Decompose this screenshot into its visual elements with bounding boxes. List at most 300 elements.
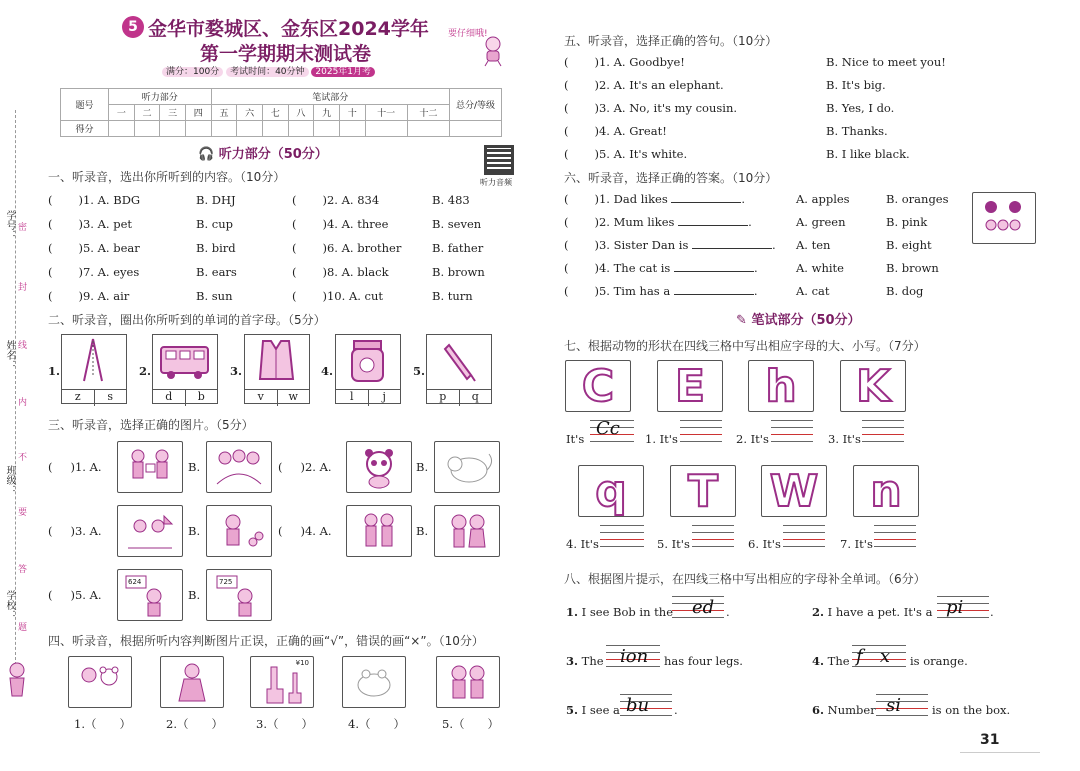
score-cell[interactable] bbox=[365, 121, 407, 137]
four-line-grid[interactable] bbox=[874, 525, 916, 547]
four-line-grid[interactable] bbox=[692, 525, 734, 547]
animal-letter: E bbox=[674, 360, 706, 412]
option-b[interactable]: B. pink bbox=[886, 215, 928, 229]
answer-paren[interactable]: ( bbox=[564, 124, 569, 138]
list-item bbox=[564, 284, 758, 298]
panda-icon bbox=[349, 444, 409, 490]
col-num: 十 bbox=[339, 105, 365, 121]
item-number: )4. A. bbox=[300, 524, 332, 538]
item-number: )3. bbox=[594, 101, 610, 115]
answer-paren[interactable]: ( bbox=[292, 265, 297, 279]
list-item bbox=[292, 193, 379, 207]
exam-header bbox=[120, 14, 520, 80]
exam-number-badge: 5 bbox=[122, 16, 144, 38]
animal-letter: q bbox=[595, 465, 627, 517]
list-item bbox=[278, 524, 332, 538]
list-item bbox=[292, 241, 401, 255]
total-label: 总分/等级 bbox=[450, 89, 502, 121]
sentence-rest: is orange. bbox=[910, 654, 968, 668]
sentence-rest: is on the box. bbox=[932, 703, 1011, 717]
exam-title-line1: 金华市婺城区、金东区2024学年 bbox=[148, 18, 429, 40]
picture-card bbox=[426, 334, 492, 404]
answer-label: 6. It's bbox=[748, 537, 781, 551]
family-picture bbox=[972, 192, 1036, 244]
sentence-end: . bbox=[753, 284, 758, 298]
family-icon bbox=[975, 195, 1033, 241]
option-b-label: B. bbox=[188, 524, 201, 538]
animal-letter-card bbox=[853, 465, 919, 517]
exam-meta bbox=[162, 64, 375, 77]
item-number: )2. A. bbox=[300, 460, 332, 474]
frog-icon bbox=[345, 659, 403, 705]
answer-paren[interactable]: ( bbox=[48, 193, 53, 207]
four-line-grid[interactable] bbox=[783, 525, 825, 547]
answer-paren[interactable]: ( bbox=[564, 192, 569, 206]
score-cell[interactable] bbox=[109, 121, 135, 137]
sec6-list bbox=[564, 192, 964, 307]
sentence-start: I see Bob in the bbox=[581, 605, 674, 619]
fill-word-item bbox=[812, 654, 850, 668]
col-num: 四 bbox=[185, 105, 211, 121]
sec6-title: 六、听录音，选择正确的答案。（10分） bbox=[564, 171, 778, 185]
letter-option[interactable]: z bbox=[62, 390, 95, 406]
fill-word-item bbox=[566, 654, 604, 668]
sec4-items bbox=[60, 656, 510, 736]
cut-word: 封 bbox=[18, 283, 28, 293]
fill-word-item bbox=[566, 605, 673, 619]
answer-paren[interactable]: ( bbox=[564, 284, 569, 298]
option-b[interactable]: B. It's big. bbox=[826, 78, 886, 92]
answer-label: 2. It's bbox=[736, 432, 769, 446]
headphones-icon: 🎧 bbox=[198, 147, 215, 162]
item-number: )1. A. bbox=[70, 460, 102, 474]
list-item bbox=[564, 55, 685, 69]
option-a[interactable]: A. green bbox=[796, 215, 846, 229]
option-a[interactable]: A. cat bbox=[796, 284, 830, 298]
fill-word-item bbox=[812, 605, 932, 619]
col-num: 七 bbox=[262, 105, 288, 121]
picture-card bbox=[152, 334, 218, 404]
picture-option-a[interactable] bbox=[346, 505, 412, 557]
meta-date: 2025年1月考 bbox=[311, 67, 375, 77]
cut-word: 内 bbox=[18, 398, 28, 408]
sign-number: 725 bbox=[219, 578, 233, 586]
answer-label: 5. It's bbox=[657, 537, 690, 551]
four-line-grid[interactable] bbox=[680, 420, 722, 442]
sec8-title: 八、根据图片提示，在四线三格中写出相应的字母补全单词。（6分） bbox=[564, 572, 926, 586]
qr-code-icon[interactable] bbox=[484, 145, 514, 175]
animal-letter-card bbox=[748, 360, 814, 412]
word-fragment: ion bbox=[620, 646, 649, 667]
answer-paren[interactable]: ( bbox=[564, 261, 569, 275]
item-number: )1. bbox=[594, 55, 610, 69]
animal-letter: C bbox=[581, 360, 615, 412]
item-number: )4. bbox=[594, 261, 610, 275]
item-number: )2. bbox=[322, 193, 338, 207]
qr-caption: 听力音频 bbox=[480, 178, 512, 187]
meta-score: 满分：100分 bbox=[162, 67, 223, 77]
col-num: 六 bbox=[237, 105, 263, 121]
option-a[interactable]: A. white bbox=[796, 261, 844, 275]
list-item bbox=[564, 261, 758, 275]
word-fragment: bu bbox=[626, 695, 650, 716]
letter-option[interactable]: q bbox=[471, 390, 479, 403]
option-a[interactable]: A. air bbox=[97, 289, 130, 303]
option-b[interactable]: B. brown bbox=[432, 265, 485, 279]
option-b-label: B. bbox=[416, 524, 429, 538]
school-label: 学校： bbox=[4, 590, 15, 620]
answer-paren[interactable]: ( bbox=[292, 241, 297, 255]
letter-option[interactable]: p bbox=[427, 390, 460, 406]
four-line-grid[interactable] bbox=[600, 525, 644, 547]
animal-letter-card bbox=[761, 465, 827, 517]
picture-card bbox=[250, 656, 314, 708]
letter-option[interactable]: s bbox=[107, 390, 114, 403]
picture-card bbox=[335, 334, 401, 404]
answer-paren[interactable]: ( bbox=[278, 524, 283, 538]
col-num: 一 bbox=[109, 105, 135, 121]
answer-label: 4. It's bbox=[566, 537, 599, 551]
mascot-icon bbox=[478, 34, 508, 68]
cut-word: 答 bbox=[18, 565, 28, 575]
listening-heading bbox=[198, 143, 328, 162]
option-a[interactable]: A. No, it's my cousin. bbox=[613, 101, 738, 115]
animal-letter-card bbox=[670, 465, 736, 517]
col-num: 九 bbox=[314, 105, 340, 121]
score-cell[interactable] bbox=[314, 121, 340, 137]
cat-icon bbox=[437, 444, 497, 490]
letter-option[interactable]: d bbox=[153, 390, 186, 406]
letter-option[interactable]: b bbox=[197, 390, 205, 403]
blank-field[interactable] bbox=[674, 271, 754, 272]
option-b[interactable]: B. Nice to meet you! bbox=[826, 55, 946, 69]
picture-card bbox=[244, 334, 310, 404]
option-a[interactable]: A. brother bbox=[341, 241, 402, 255]
list-item bbox=[564, 238, 776, 252]
sentence-start: Number bbox=[827, 703, 876, 717]
answer-paren[interactable]: ( bbox=[564, 215, 569, 229]
item-number: )9. bbox=[78, 289, 94, 303]
children-playing-icon bbox=[209, 444, 269, 490]
score-table-num-label: 题号 bbox=[61, 89, 109, 121]
price-tag: ¥10 bbox=[295, 659, 309, 667]
blank-field[interactable] bbox=[674, 294, 754, 295]
item-number: 1. bbox=[48, 364, 61, 378]
item-number: 3. bbox=[230, 364, 243, 378]
list-item bbox=[564, 78, 724, 92]
two-boys-icon bbox=[349, 508, 409, 554]
picture-option-b[interactable] bbox=[434, 441, 500, 493]
answer-paren[interactable]: ( bbox=[48, 241, 53, 255]
sentence: Dad likes bbox=[613, 192, 668, 206]
item-number: 3. bbox=[566, 654, 579, 668]
corner-character-icon bbox=[4, 660, 30, 700]
picture-option-a[interactable] bbox=[117, 505, 183, 557]
col-num: 八 bbox=[288, 105, 314, 121]
list-item bbox=[48, 289, 129, 303]
score-cell[interactable] bbox=[339, 121, 365, 137]
option-a[interactable]: A. bear bbox=[97, 241, 140, 255]
answer-paren[interactable]: ( bbox=[48, 588, 53, 602]
item-number: 4. bbox=[321, 364, 334, 378]
word-fragment: pi bbox=[946, 597, 964, 618]
sentence-end: . bbox=[726, 605, 730, 619]
option-b[interactable]: B. eight bbox=[886, 238, 932, 252]
student-id-label: 学号： bbox=[4, 210, 15, 240]
judge-item[interactable]: 5.（ ） bbox=[442, 717, 499, 731]
col-num: 十一 bbox=[365, 105, 407, 121]
sentence: Tim has a bbox=[613, 284, 671, 298]
score-cell[interactable] bbox=[262, 121, 288, 137]
option-a[interactable]: A. three bbox=[341, 217, 389, 231]
animal-letter: n bbox=[870, 465, 902, 517]
option-b[interactable]: B. turn bbox=[432, 289, 473, 303]
option-a[interactable]: A. cut bbox=[348, 289, 384, 303]
picture-option-a[interactable] bbox=[117, 441, 183, 493]
sentence: Mum likes bbox=[613, 215, 675, 229]
score-cell[interactable] bbox=[211, 121, 237, 137]
four-line-grid[interactable] bbox=[862, 420, 904, 442]
sentence-start: I see a bbox=[581, 703, 620, 717]
meta-time: 考试时间：40分钟 bbox=[226, 67, 308, 77]
animal-letter-card bbox=[840, 360, 906, 412]
score-cell[interactable] bbox=[288, 121, 314, 137]
blank-field[interactable] bbox=[671, 202, 741, 203]
letter-option[interactable]: j bbox=[382, 390, 386, 403]
list-item bbox=[564, 124, 667, 138]
letter-option[interactable]: w bbox=[288, 390, 298, 403]
option-b[interactable]: B. cup bbox=[196, 217, 233, 231]
picture-card bbox=[436, 656, 500, 708]
option-a[interactable]: A. Goodbye! bbox=[613, 55, 685, 69]
list-item bbox=[564, 147, 687, 161]
fill-word-item bbox=[812, 703, 876, 717]
item-number: )1. bbox=[78, 193, 94, 207]
list-item bbox=[48, 588, 102, 602]
answer-paren[interactable]: ( bbox=[48, 460, 53, 474]
listening-heading-text: 听力部分（50分） bbox=[218, 147, 328, 162]
word-fragment: f x bbox=[856, 646, 890, 667]
sentence: The cat is bbox=[613, 261, 671, 275]
sec2-title: 二、听录音，圈出你所听到的单词的首字母。（5分） bbox=[48, 313, 326, 327]
list-item bbox=[48, 265, 139, 279]
picture-option-a[interactable] bbox=[346, 441, 412, 493]
listening-cols-label: 听力部分 bbox=[109, 89, 212, 105]
sec5-title: 五、听录音，选择正确的答句。（10分） bbox=[564, 34, 778, 48]
sentence-end: . bbox=[753, 261, 758, 275]
option-a[interactable]: A. It's white. bbox=[613, 147, 688, 161]
option-b[interactable]: B. bird bbox=[196, 241, 236, 255]
four-line-grid[interactable] bbox=[876, 694, 928, 716]
mascot-note: 要仔细哦! bbox=[448, 29, 488, 39]
judge-item[interactable]: 3.（ ） bbox=[256, 717, 313, 731]
list-item bbox=[292, 289, 383, 303]
sign-number: 624 bbox=[128, 578, 142, 586]
list-item bbox=[564, 192, 745, 206]
exam-title-line2: 第一学期期末测试卷 bbox=[200, 43, 372, 65]
option-a[interactable]: A. eyes bbox=[97, 265, 140, 279]
item-number: )1. bbox=[594, 192, 610, 206]
option-a[interactable]: A. Great! bbox=[613, 124, 667, 138]
answer-paren[interactable]: ( bbox=[278, 460, 283, 474]
picture-card bbox=[68, 656, 132, 708]
picture-option-b[interactable] bbox=[206, 505, 272, 557]
answer-paren[interactable]: ( bbox=[564, 147, 569, 161]
option-a[interactable]: A. black bbox=[341, 265, 389, 279]
answer-paren[interactable]: ( bbox=[48, 289, 53, 303]
option-b[interactable]: B. oranges bbox=[886, 192, 949, 206]
score-cell[interactable] bbox=[160, 121, 186, 137]
item-number: 1. bbox=[566, 605, 579, 619]
kids-outdoor-icon bbox=[120, 508, 180, 554]
boy-and-girl-icon bbox=[437, 508, 497, 554]
answer-paren[interactable]: ( bbox=[564, 78, 569, 92]
item-number: )5. A. bbox=[70, 588, 102, 602]
animal-letter: h bbox=[765, 360, 797, 412]
page-divider bbox=[960, 752, 1040, 753]
answer-label: 7. It's bbox=[840, 537, 873, 551]
answer-paren[interactable]: ( bbox=[48, 217, 53, 231]
option-a[interactable]: A. 834 bbox=[341, 193, 380, 207]
picture-card bbox=[160, 656, 224, 708]
score-table bbox=[60, 88, 502, 137]
answer-paren[interactable]: ( bbox=[292, 289, 297, 303]
picture-card bbox=[342, 656, 406, 708]
answer-paren[interactable]: ( bbox=[292, 217, 297, 231]
item-number: )3. bbox=[594, 238, 610, 252]
animal-letter-card bbox=[565, 360, 631, 412]
item-number: 2. bbox=[812, 605, 825, 619]
writing-heading-text: 笔试部分（50分） bbox=[751, 313, 861, 328]
item-number: 5. bbox=[566, 703, 579, 717]
item-number: )4. bbox=[322, 217, 338, 231]
col-num: 三 bbox=[160, 105, 186, 121]
judge-item[interactable]: 4.（ ） bbox=[348, 717, 405, 731]
cut-word: 密 bbox=[18, 223, 28, 233]
list-item bbox=[292, 265, 389, 279]
list-item bbox=[48, 524, 102, 538]
picture-option-b[interactable] bbox=[434, 505, 500, 557]
list-item bbox=[278, 460, 332, 474]
letter-option[interactable]: l bbox=[336, 390, 369, 406]
answer-label: 3. It's bbox=[828, 432, 861, 446]
option-b[interactable]: B. dog bbox=[886, 284, 924, 298]
animal-letter: W bbox=[769, 465, 819, 517]
sentence-start: The bbox=[581, 654, 604, 668]
judge-item[interactable]: 1.（ ） bbox=[74, 717, 131, 731]
answer-paren[interactable]: ( bbox=[292, 193, 297, 207]
option-a[interactable]: A. pet bbox=[97, 217, 133, 231]
sentence-end: . bbox=[674, 703, 678, 717]
option-a[interactable]: A. ten bbox=[796, 238, 831, 252]
option-b[interactable]: B. father bbox=[432, 241, 484, 255]
option-b[interactable]: B. sun bbox=[196, 289, 233, 303]
sentence-rest: has four legs. bbox=[664, 654, 743, 668]
people-giving-gift-icon bbox=[120, 444, 180, 490]
option-b[interactable]: B. seven bbox=[432, 217, 482, 231]
answer-paren[interactable]: ( bbox=[564, 55, 569, 69]
sentence-end: . bbox=[741, 192, 746, 206]
option-a[interactable]: A. BDG bbox=[97, 193, 141, 207]
answer-paren[interactable]: ( bbox=[48, 524, 53, 538]
answer-paren[interactable]: ( bbox=[564, 238, 569, 252]
bus-icon bbox=[153, 335, 216, 385]
blank-field[interactable] bbox=[678, 225, 748, 226]
option-b[interactable]: B. Thanks. bbox=[826, 124, 888, 138]
two-children-icon bbox=[439, 659, 497, 705]
cut-word: 线 bbox=[18, 341, 28, 351]
judge-item[interactable]: 2.（ ） bbox=[166, 717, 223, 731]
answer-paren[interactable]: ( bbox=[564, 101, 569, 115]
girl-and-bear-icon bbox=[71, 659, 129, 705]
option-b[interactable]: B. DHJ bbox=[196, 193, 236, 207]
option-b[interactable]: B. brown bbox=[886, 261, 939, 275]
list-item bbox=[564, 215, 752, 229]
picture-option-a[interactable] bbox=[117, 569, 183, 621]
list-item bbox=[48, 217, 132, 231]
option-a[interactable]: A. It's an elephant. bbox=[613, 78, 724, 92]
page-number: 31 bbox=[980, 732, 1000, 748]
item-number: 5. bbox=[413, 364, 426, 378]
score-cell[interactable] bbox=[185, 121, 211, 137]
binding-margin bbox=[0, 110, 40, 670]
score-cell[interactable] bbox=[237, 121, 263, 137]
letter-option[interactable]: v bbox=[245, 390, 278, 406]
item-number: )7. bbox=[78, 265, 94, 279]
list-item bbox=[48, 241, 140, 255]
score-cell[interactable] bbox=[407, 121, 449, 137]
four-line-grid[interactable] bbox=[771, 420, 813, 442]
option-b[interactable]: B. 483 bbox=[432, 193, 470, 207]
score-cell[interactable] bbox=[450, 121, 502, 137]
sec1-title: 一、听录音，选出你所听到的内容。（10分） bbox=[48, 170, 286, 184]
sentence-end: . bbox=[990, 605, 994, 619]
option-a[interactable]: A. apples bbox=[796, 192, 850, 206]
sec7-title: 七、根据动物的形状在四线三格中写出相应字母的大、小写。（7分） bbox=[564, 339, 926, 353]
option-b-label: B. bbox=[188, 588, 201, 602]
option-b[interactable]: B. ears bbox=[196, 265, 237, 279]
sec4-title: 四、听录音，根据所听内容判断图片正误，正确的画“√”，错误的画“×”。（10分） bbox=[48, 634, 484, 648]
boy-holding-sign-icon bbox=[209, 572, 269, 618]
score-cell[interactable] bbox=[134, 121, 160, 137]
blank-field[interactable] bbox=[692, 248, 772, 249]
option-b[interactable]: B. Yes, I do. bbox=[826, 101, 895, 115]
girl-in-dress-icon bbox=[163, 659, 221, 705]
animal-letter-card bbox=[578, 465, 644, 517]
item-number: )5. bbox=[78, 241, 94, 255]
item-number: )2. bbox=[594, 215, 610, 229]
writing-cols-label: 笔试部分 bbox=[211, 89, 449, 105]
item-number: )4. bbox=[594, 124, 610, 138]
option-b-label: B. bbox=[188, 460, 201, 474]
item-number: 6. bbox=[812, 703, 825, 717]
sentence: Sister Dan is bbox=[613, 238, 689, 252]
picture-option-b[interactable] bbox=[206, 441, 272, 493]
jam-jar-icon bbox=[336, 335, 399, 385]
answer-paren[interactable]: ( bbox=[48, 265, 53, 279]
example-answer: Cc bbox=[596, 418, 620, 439]
sec3-title: 三、听录音，选择正确的图片。（5分） bbox=[48, 418, 254, 432]
item-number: )8. bbox=[322, 265, 338, 279]
name-label: 姓名： bbox=[4, 340, 15, 370]
col-num: 五 bbox=[211, 105, 237, 121]
example-prefix: It's bbox=[566, 432, 585, 446]
animal-letter: T bbox=[687, 465, 718, 517]
item-number: )2. bbox=[594, 78, 610, 92]
cut-word: 要 bbox=[18, 508, 28, 518]
option-b[interactable]: B. I like black. bbox=[826, 147, 910, 161]
picture-option-b[interactable] bbox=[206, 569, 272, 621]
